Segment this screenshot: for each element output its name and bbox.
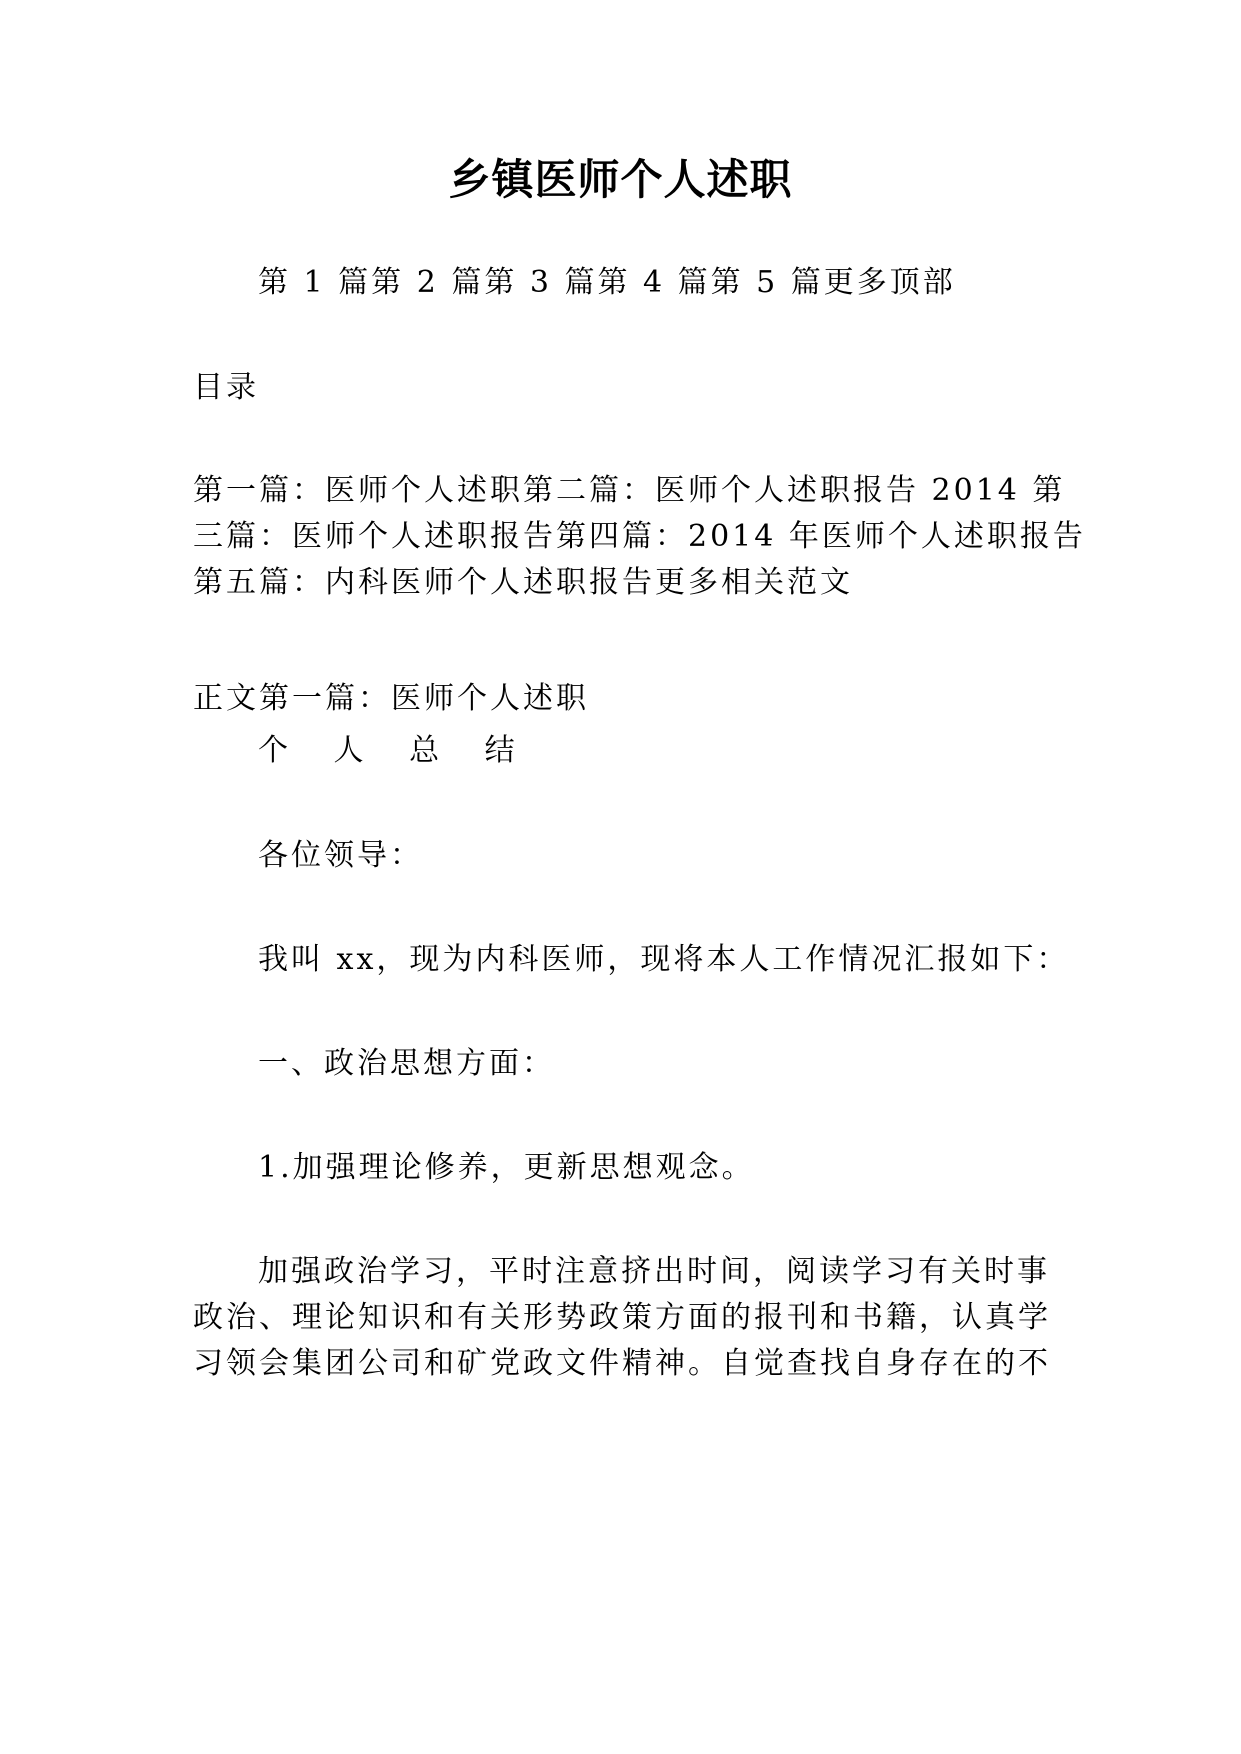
paragraph-line: 加强政治学习，平时注意挤出时间，阅读学习有关时事 bbox=[258, 1254, 1050, 1289]
section-heading: 一、政治思想方面： bbox=[258, 1046, 555, 1081]
toc-line: 第五篇：内科医师个人述职报告更多相关范文 bbox=[193, 565, 853, 600]
summary-heading: 个 人 总 结 bbox=[258, 733, 533, 768]
toc-heading: 目录 bbox=[193, 370, 259, 405]
body-paragraph bbox=[193, 1249, 1055, 1387]
toc-line: 第一篇：医师个人述职第二篇：医师个人述职报告 2014 第 bbox=[193, 473, 1066, 508]
intro-line: 我叫 xx，现为内科医师，现将本人工作情况汇报如下： bbox=[258, 942, 1070, 977]
toc-line: 三篇：医师个人述职报告第四篇：2014 年医师个人述职报告 bbox=[193, 519, 1086, 554]
toc-block bbox=[193, 468, 1086, 606]
body-heading: 正文第一篇：医师个人述职 bbox=[193, 681, 589, 716]
article-nav-line: 第 1 篇第 2 篇第 3 篇第 4 篇第 5 篇更多顶部 bbox=[258, 265, 956, 300]
subsection-heading: 1.加强理论修养，更新思想观念。 bbox=[258, 1150, 755, 1185]
paragraph-line: 政治、理论知识和有关形势政策方面的报刊和书籍，认真学 bbox=[193, 1300, 1051, 1335]
salutation: 各位领导： bbox=[258, 838, 423, 873]
document-title: 乡镇医师个人述职 bbox=[448, 155, 793, 204]
paragraph-line: 习领会集团公司和矿党政文件精神。自觉查找自身存在的不 bbox=[193, 1346, 1051, 1381]
